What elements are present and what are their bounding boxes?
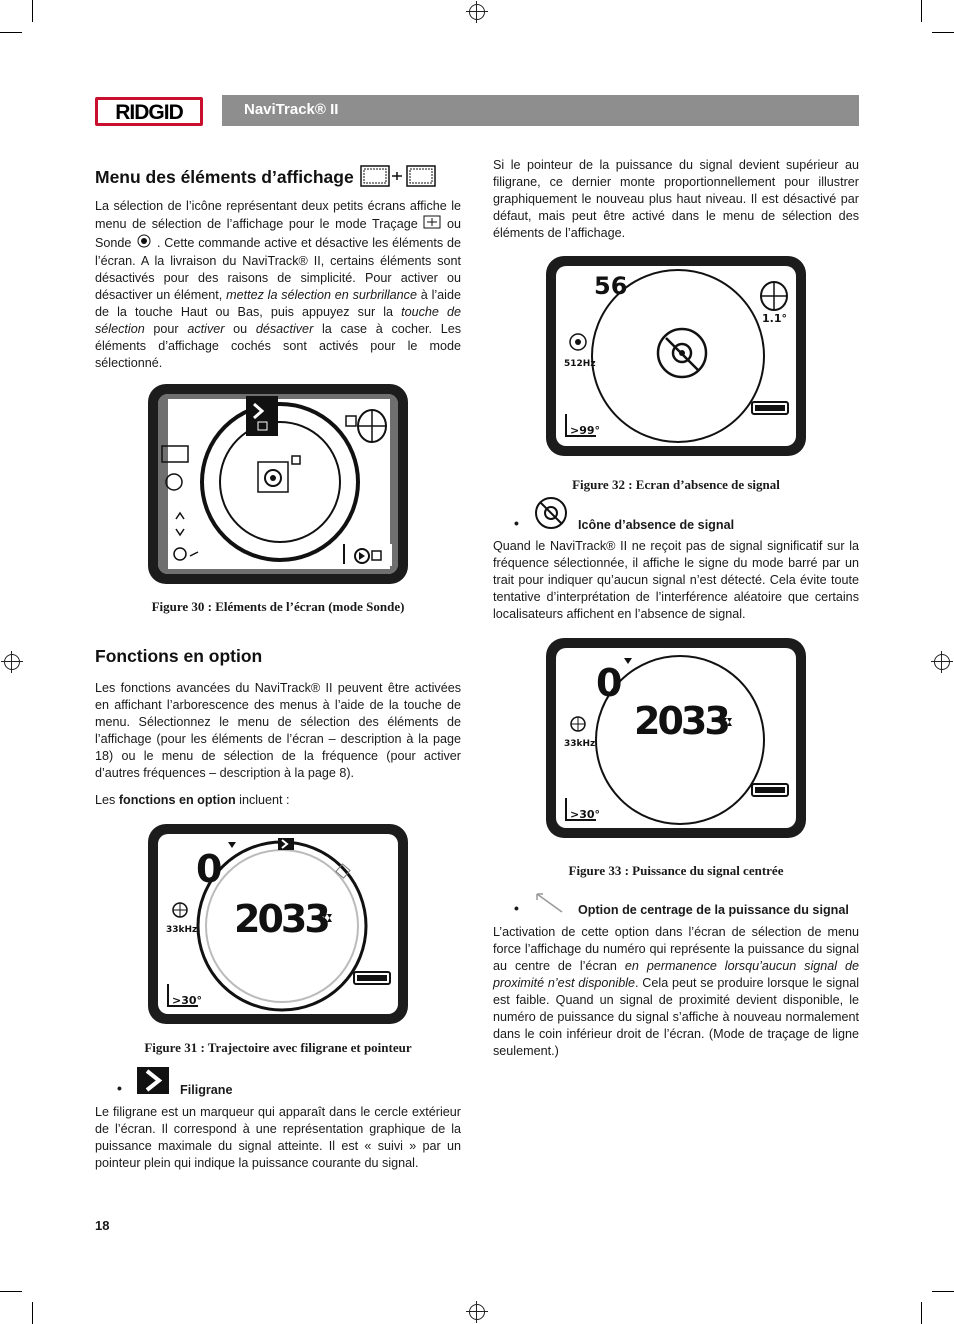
crop-mark (921, 0, 922, 22)
section2-intro: Les fonctions en option incluent : (95, 793, 290, 807)
center-option-paragraph: L’activation de cette option dans l’écran de sélection de menu force l’affichage du numéro qui représente la puissance du signal au centre de l’écran en permanence lorsqu’aucun signal de proximité n’est disponible. Cela peut se produire lorsque le signal est faible. Quand un signal de proximité devient disponible, le numéro de puissance du signal s’affiche à nouveau normalement dans le coin inférieur droit de l’écran. (Mode de traçage de ligne seulement.) (493, 925, 860, 1058)
registration-mark-icon (469, 4, 485, 20)
registration-mark-icon (934, 654, 950, 670)
filigrane-paragraph: Le filigrane est un marqueur qui apparaît dans le cercle extérieur de l’écran. Il correspond à une représentation graphique de la puissance maximale du signal atteinte. Il est « suivi » par un pointeur plein qui indique la puissance courante du signal. (95, 1105, 461, 1170)
corner-value: 0 (596, 661, 623, 705)
watermark-paragraph: Si le pointeur de la puissance du signal devient supérieur au filigrane, ce dernier monte proportionnellement pour illustrer graphiquement le nouveau plus haut niveau. Il est désactivé par défaut, mais peut être activé dans le menu de sélection des éléments de l’affichage. (493, 158, 859, 240)
figure-32-caption: Figure 32 : Ecran d’absence de signal (572, 477, 780, 492)
section-title-menu: Menu des éléments d’affichage (95, 164, 439, 193)
frequency-label: 512Hz (564, 359, 596, 369)
crop-mark (0, 1291, 22, 1292)
angle-label: >30° (172, 994, 203, 1007)
crop-mark (32, 0, 33, 22)
ridgid-logo (95, 95, 203, 128)
figure-30-screen (148, 384, 408, 584)
crop-mark (32, 1302, 33, 1324)
bullet-title-no-signal: Icône d’absence de signal (578, 518, 735, 532)
bullet-title-filigrane: Filigrane (180, 1083, 233, 1097)
figure-32-screen (546, 256, 806, 456)
bullet-title-center-option: Option de centrage de la puissance du signal (578, 903, 849, 917)
center-signal-option-icon (534, 890, 566, 916)
figure-33-caption: Figure 33 : Puissance du signal centrée (568, 863, 784, 878)
angle-label: >99° (570, 424, 601, 437)
corner-value: 0 (196, 847, 223, 891)
registration-mark-icon (469, 1304, 485, 1320)
watermark-chevron-icon (137, 1067, 169, 1094)
display-menu-icon (359, 164, 439, 193)
brand-text: RIDGID (115, 101, 183, 124)
figure-33-screen (546, 638, 806, 838)
no-signal-icon (534, 496, 568, 530)
figure-31-caption: Figure 31 : Trajectoire avec filigrane et pointeur (144, 1040, 412, 1055)
header-bar (222, 95, 859, 126)
bullet: • (514, 515, 519, 531)
figure-30-caption: Figure 30 : Eléments de l’écran (mode Sonde) (151, 599, 405, 614)
signal-value: 2033 (634, 699, 728, 743)
sonde-mode-icon (135, 234, 153, 253)
crop-mark (932, 32, 954, 33)
page-number: 18 (95, 1218, 110, 1233)
trace-mode-icon (423, 215, 441, 234)
bullet: • (514, 900, 519, 916)
crop-mark (932, 1291, 954, 1292)
section1-paragraph: La sélection de l’icône représentant deux petits écrans affiche le menu de sélection de l’affichage pour le mode Traçage ou Sonde . Cette commande active et désactive les éléments de l’écran. A la livraison du NaviTrack® II, certains éléments sont désactivés pour des raisons de simplicité. Pour activer ou désactiver un élément, mettez la sélection en surbrillance à l’aide de la touche Haut ou Bas, puis appuyez sur la touche de sélection pour activer ou désactiver la case à cocher. Les éléments d’affichage cochés sont activés pour le mode sélectionné. (95, 199, 462, 370)
figure-31-screen (148, 824, 408, 1024)
bullet: • (117, 1080, 122, 1096)
frequency-label: 33kHz (166, 925, 198, 935)
angle-label: >30° (570, 808, 601, 821)
section-title-options: Fonctions en option (95, 646, 263, 666)
corner-value: 56 (594, 272, 628, 300)
crop-mark (0, 32, 22, 33)
registration-mark-icon (4, 654, 20, 670)
header-title: NaviTrack® II (244, 101, 339, 118)
crop-mark (921, 1302, 922, 1324)
frequency-label: 33kHz (564, 739, 596, 749)
signal-value: 2033 (234, 897, 328, 941)
section2-paragraph: Les fonctions avancées du NaviTrack® II peuvent être activées en affichant l’arborescence des menus à l’aide de la touche de menu. Sélectionnez le menu de sélection des éléments de l’affichage (pour les éléments de l’écran – description à la page 18) ou le menu de sélection de la fréquence (pour activer d’autres fréquences – description à la page 8). (95, 681, 461, 780)
tilt-label: 1.1° (762, 312, 787, 325)
no-signal-paragraph: Quand le NaviTrack® II ne reçoit pas de signal significatif sur la fréquence sélectionnée, il affiche le signe du mode barré par un trait pour indiquer qu’aucun signal n’est détecté. Cela évite toute tentative d’interprétation de l’interférence aléatoire que certains localisateurs affichent en l’absence de signal. (493, 539, 859, 621)
